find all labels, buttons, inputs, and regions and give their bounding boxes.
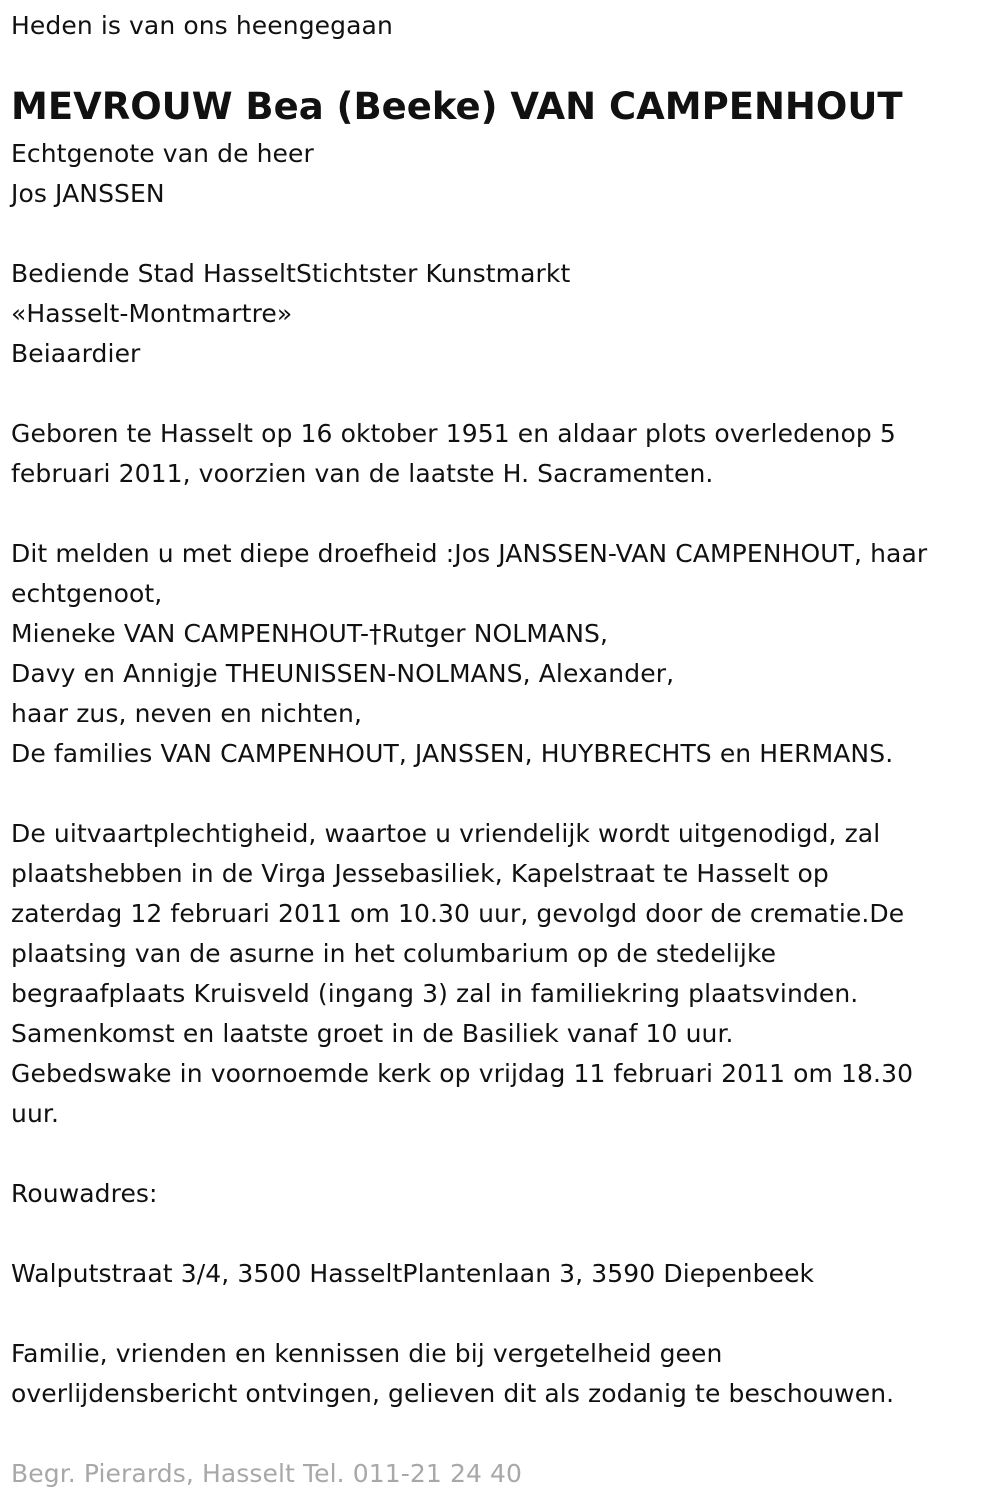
deceased-name: MEVROUW Bea (Beeke) VAN CAMPENHOUT [11, 85, 903, 128]
spacer [11, 214, 927, 254]
spouse-line-1: Echtgenote van de heer [11, 139, 314, 168]
spacer [11, 1214, 927, 1254]
spacer [11, 774, 927, 814]
ceremony-line: zaterdag 12 februari 2011 om 10.30 uur, gevolgd door de crematie.De [11, 899, 905, 928]
birth-line: Geboren te Hasselt op 16 oktober 1951 en aldaar plots overledenop 5 [11, 419, 896, 448]
intro-text: Heden is van ons heengegaan [11, 11, 393, 40]
spacer [11, 1134, 927, 1174]
role-line: Bediende Stad HasseltStichtster Kunstmarkt [11, 259, 571, 288]
announcer-line: Mieneke VAN CAMPENHOUT-†Rutger NOLMANS, [11, 619, 609, 648]
spacer [11, 1294, 927, 1334]
role-line: Beiaardier [11, 339, 141, 368]
notice-body [11, 134, 927, 1494]
announcer-line: echtgenoot, [11, 579, 163, 608]
announcer-line: De families VAN CAMPENHOUT, JANSSEN, HUYBRECHTS en HERMANS. [11, 739, 894, 768]
undertaker-footer: Begr. Pierards, Hasselt Tel. 011-21 24 40 [11, 1459, 523, 1488]
ceremony-line: uur. [11, 1099, 60, 1128]
mourning-address-label: Rouwadres: [11, 1179, 158, 1208]
ceremony-line: Samenkomst en laatste groet in de Basiliek vanaf 10 uur. [11, 1019, 734, 1048]
closing-line: Familie, vrienden en kennissen die bij vergetelheid geen [11, 1339, 723, 1368]
spacer [11, 494, 927, 534]
mourning-address: Walputstraat 3/4, 3500 HasseltPlantenlaan 3, 3590 Diepenbeek [11, 1259, 815, 1288]
closing-line: overlijdensbericht ontvingen, gelieven dit als zodanig te beschouwen. [11, 1379, 895, 1408]
spouse-line-2: Jos JANSSEN [11, 179, 165, 208]
ceremony-line: De uitvaartplechtigheid, waartoe u vriendelijk wordt uitgenodigd, zal [11, 819, 881, 848]
announcer-line: Dit melden u met diepe droefheid :Jos JANSSEN-VAN CAMPENHOUT, haar [11, 539, 928, 568]
role-line: «Hasselt-Montmartre» [11, 299, 293, 328]
ceremony-line: plaatsing van de asurne in het columbarium op de stedelijke [11, 939, 777, 968]
announcer-line: haar zus, neven en nichten, [11, 699, 363, 728]
announcer-line: Davy en Annigje THEUNISSEN-NOLMANS, Alexander, [11, 659, 675, 688]
birth-line: februari 2011, voorzien van de laatste H. Sacramenten. [11, 459, 714, 488]
spacer [11, 1414, 927, 1454]
ceremony-line: plaatshebben in de Virga Jessebasiliek, Kapelstraat te Hasselt op [11, 859, 829, 888]
spacer [11, 374, 927, 414]
ceremony-line: Gebedswake in voornoemde kerk op vrijdag 11 februari 2011 om 18.30 [11, 1059, 914, 1088]
ceremony-line: begraafplaats Kruisveld (ingang 3) zal in familiekring plaatsvinden. [11, 979, 859, 1008]
